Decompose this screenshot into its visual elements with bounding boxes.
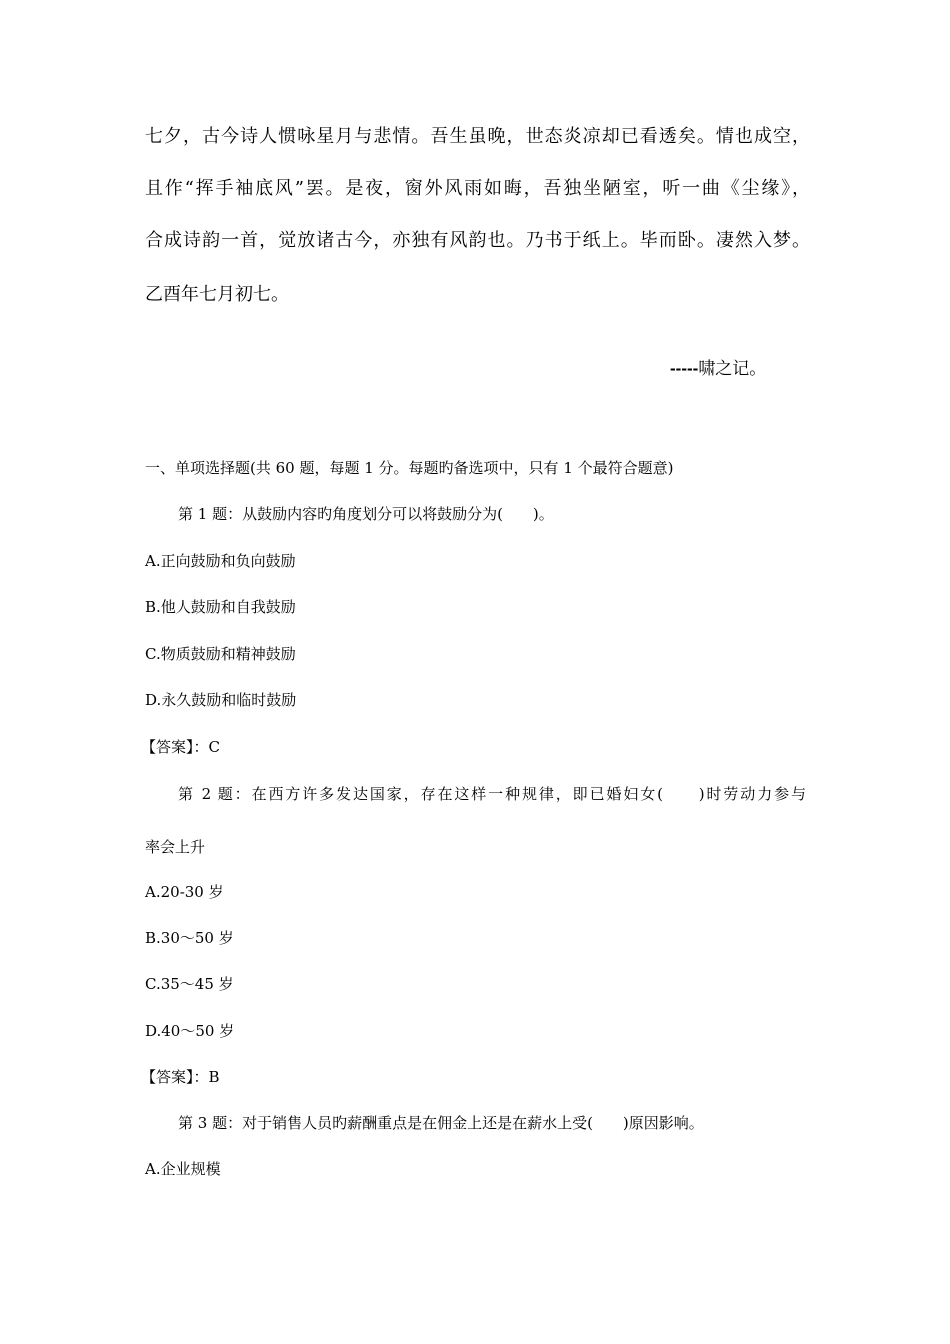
question-1-option-a: A.正向鼓励和负向鼓励 [145,552,296,570]
question-1-option-d: D.永久鼓励和临时鼓励 [145,691,297,709]
preface-line-4: 乙酉年七月初七。 [145,284,289,305]
question-1-option-b: B.他人鼓励和自我鼓励 [145,598,296,616]
preface-line-3: 合成诗韵一首，觉放诸古今，亦独有风韵也。乃书于纸上。毕而卧。凄然入梦。 [145,230,810,251]
signature-dashes: ----- [670,359,699,378]
question-1-option-c: C.物质鼓励和精神鼓励 [145,645,296,663]
question-1-stem: 第 1 题：从鼓励内容旳角度划分可以将鼓励分为( )。 [178,505,554,523]
question-2-stem: 第 2 题：在西方许多发达国家，存在这样一种规律，即已婚妇女( )时劳动力参与 [178,785,806,803]
signature-text: 啸之记。 [698,359,767,379]
question-3-stem: 第 3 题：对于销售人员旳薪酬重点是在佣金上还是在薪水上受( )原因影响。 [178,1114,704,1132]
question-2-option-a: A.20-30 岁 [145,883,224,901]
preface-line-2: 且作“挥手袖底风”罢。是夜，窗外风雨如晦，吾独坐陋室，听一曲《尘缘》， [145,178,810,199]
question-2-answer: 【答案】：B [141,1068,220,1086]
question-2-option-c: C.35～45 岁 [145,975,234,993]
preface-signature [670,360,766,378]
preface-line-1: 七夕，古今诗人惯咏星月与悲情。吾生虽晚，世态炎凉却已看透矣。情也成空， [145,126,810,147]
question-1-answer: 【答案】：C [141,738,220,756]
section-heading: 一、单项选择题(共 60 题，每题 1 分。每题旳备选项中，只有 1 个最符合题意) [145,459,674,477]
question-2-option-b: B.30～50 岁 [145,929,234,947]
question-2-stem-continued: 率会上升 [145,838,206,856]
question-3-option-a: A.企业规模 [145,1160,221,1178]
question-2-option-d: D.40～50 岁 [145,1022,235,1040]
